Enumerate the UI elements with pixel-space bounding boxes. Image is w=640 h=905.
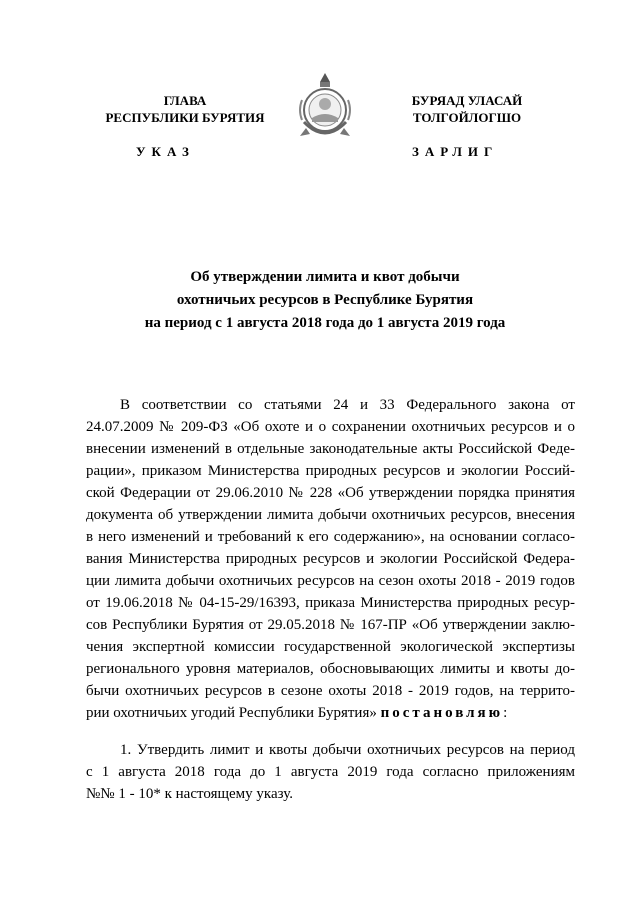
preamble-paragraph xyxy=(86,394,575,724)
paragraph-line: документа об утверждении лимита добычи охотничьих ресурсов, внесения xyxy=(86,507,575,523)
paragraph-line-text: рии охотничьих угодий Республики Бурятия» xyxy=(86,705,377,721)
paragraph-line: 1. Утвердить лимит и квоты добычи охотничьих ресурсов на период xyxy=(120,742,575,758)
paragraph-line: в него изменений и требований к его содержанию», на основании согласо- xyxy=(86,529,575,545)
paragraph-line: №№ 1 - 10* к настоящему указу. xyxy=(86,786,293,802)
paragraph-line: регионального уровня материалов, обосновывающих лимиты и квоты до- xyxy=(86,661,575,677)
paragraph-line: сов Республики Бурятия от 29.05.2018 № 167-ПР «Об утверждении заклю- xyxy=(86,617,575,633)
issuer-republic: РЕСПУБЛИКИ БУРЯТИЯ xyxy=(105,110,265,125)
paragraph-line: вания Министерства природных ресурсов и экологии Российской Федера- xyxy=(86,551,575,567)
paragraph-line: с 1 августа 2018 года до 1 августа 2019 года согласно приложениям xyxy=(86,764,575,780)
document-kind-buryat: ЗАРЛИГ xyxy=(412,144,499,159)
paragraph-line: чения экспертной комиссии государственной экологической экспертизы xyxy=(86,639,575,655)
paragraph-line-end: : xyxy=(503,705,508,721)
paragraph-line: ции лимита добычи охотничьих ресурсов на сезон охоты 2018 - 2019 годов xyxy=(86,573,575,589)
paragraph-line: 24.07.2009 № 209-ФЗ «Об охоте и о сохранении охотничьих ресурсов и о xyxy=(86,419,575,435)
paragraph-line: ской Федерации от 29.06.2010 № 228 «Об утверждении порядка принятия xyxy=(86,485,575,501)
coat-of-arms-icon xyxy=(290,70,360,152)
issuer-header-buryat xyxy=(388,92,546,126)
decree-title-line: Об утверждении лимита и квот добычи xyxy=(190,269,460,285)
issuer-header-russian xyxy=(90,92,280,126)
paragraph-line: внесении изменений в отдельные законодательные акты Российской Феде- xyxy=(86,441,575,457)
issuer-republic-buryat: ТОЛГОЙЛОГШО xyxy=(412,110,522,125)
decree-title-line: на период с 1 августа 2018 года до 1 августа 2019 года xyxy=(144,315,506,331)
clause-1-paragraph xyxy=(86,739,575,805)
issuer-title-buryat: БУРЯАД УЛАСАЙ xyxy=(411,93,523,108)
paragraph-line: В соответствии со статьями 24 и 33 Федерального закона от xyxy=(120,397,575,413)
paragraph-line: бычи охотничьих ресурсов в сезоне охоты 2018 - 2019 годов, на террито- xyxy=(86,683,575,699)
issuer-title: ГЛАВА xyxy=(163,93,207,108)
decree-title-line: охотничьих ресурсов в Республике Бурятия xyxy=(176,292,474,308)
document-kind-russian: УКАЗ xyxy=(136,144,195,159)
paragraph-line: рации», приказом Министерства природных ресурсов и экологии Россий- xyxy=(86,463,575,479)
paragraph-line: от 19.06.2018 № 04-15-29/16393, приказа Министерства природных ресур- xyxy=(86,595,575,611)
decree-title xyxy=(90,266,560,335)
paragraph-line xyxy=(86,702,575,724)
decree-keyword: постановляю xyxy=(380,705,504,721)
